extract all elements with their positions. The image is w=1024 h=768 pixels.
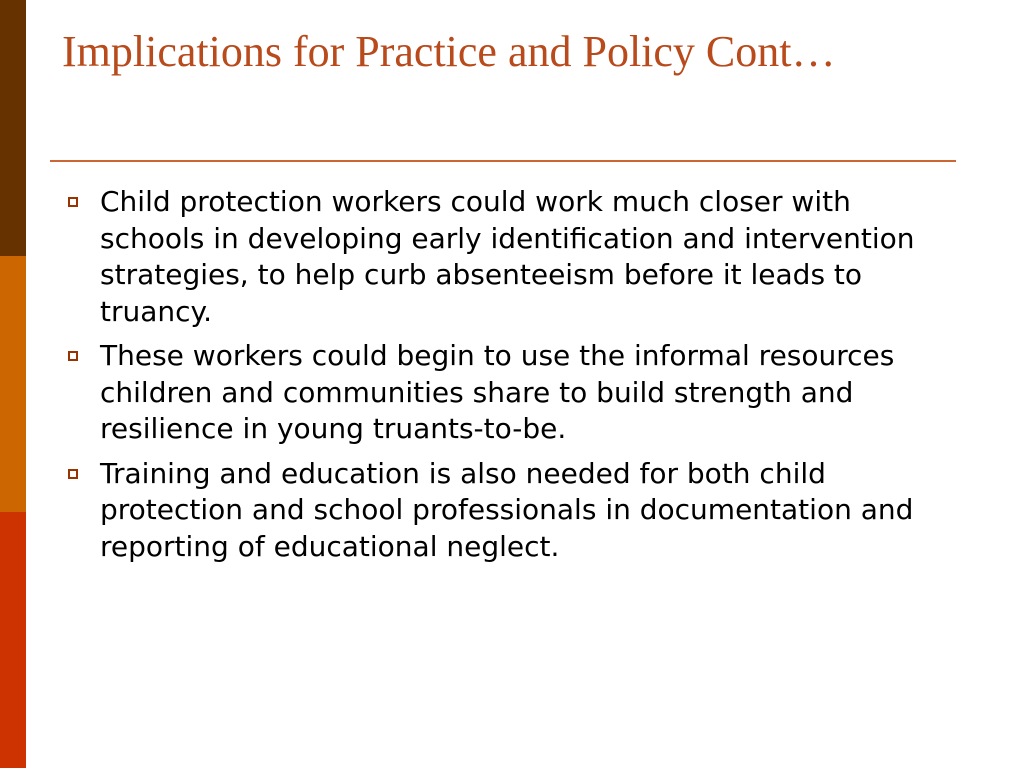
bullet-text: Training and education is also needed for both child protection and school professionals in documentation and reporting of educational neglect. <box>100 456 914 563</box>
side-accent-bar-middle <box>0 256 26 512</box>
side-accent-bar-top <box>0 0 26 256</box>
hollow-square-icon <box>68 469 78 479</box>
bullet-item <box>62 338 962 448</box>
bullet-item <box>62 184 962 330</box>
bullet-text: These workers could begin to use the informal resources children and communities share to build strength and resilience in young truants-to-be. <box>100 339 895 445</box>
bullet-list <box>62 184 962 573</box>
title-divider <box>50 160 956 162</box>
side-accent-bar-bottom <box>0 512 26 768</box>
slide-title: Implications for Practice and Policy Cont… <box>62 27 836 76</box>
hollow-square-icon <box>68 197 78 207</box>
bullet-text: Child protection workers could work much closer with schools in developing early identification and intervention strategies, to help curb absenteeism before it leads to truancy. <box>100 185 915 328</box>
bullet-item <box>62 456 962 566</box>
hollow-square-icon <box>68 351 78 361</box>
